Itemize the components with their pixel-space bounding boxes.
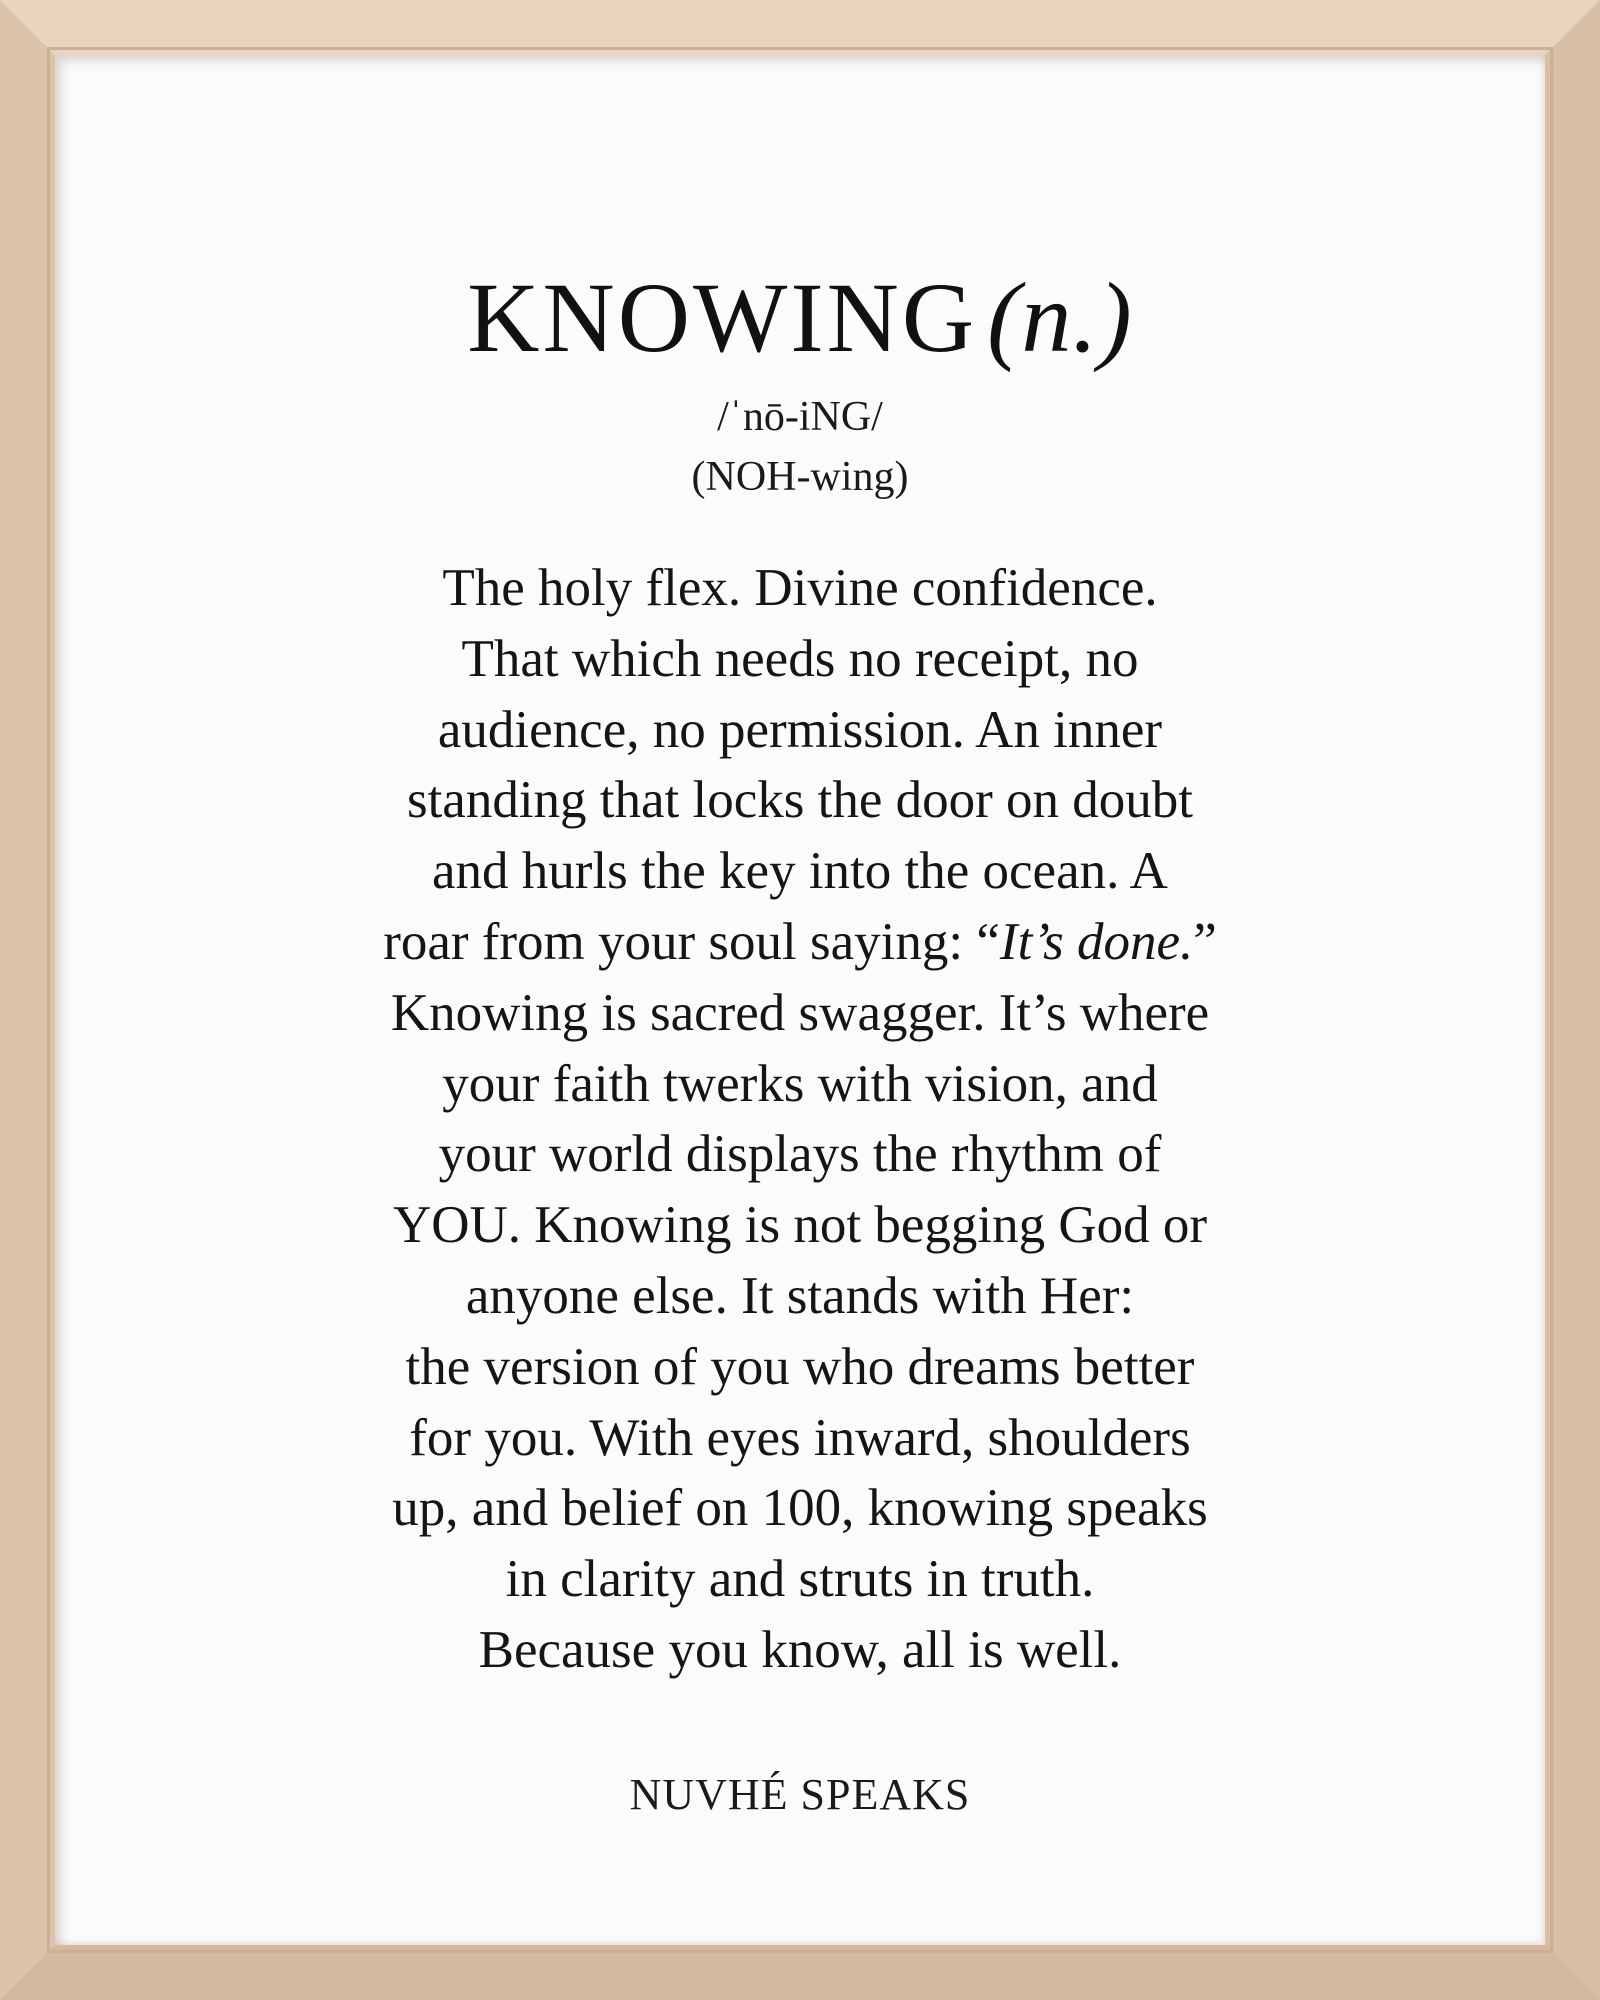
definition-line: the version of you who dreams better <box>405 1337 1195 1396</box>
quote-lead-in: roar from your soul saying: “ <box>383 912 1000 971</box>
definition-line: your world displays the rhythm of <box>438 1125 1162 1184</box>
definition-line: for you. With eyes inward, shoulders <box>409 1408 1191 1467</box>
definition-line: and hurls the key into the ocean. A <box>432 842 1168 901</box>
pronunciation-phonetic: (NOH-wing) <box>691 454 909 500</box>
definition-line: YOU. Knowing is not begging God or <box>392 1196 1208 1255</box>
definition-line: That which needs no receipt, no <box>461 629 1139 688</box>
definition-line: standing that locks the door on doubt <box>406 771 1194 830</box>
quote-italic: It’s done. <box>999 912 1194 971</box>
definition-line: up, and belief on 100, knowing speaks <box>392 1479 1208 1538</box>
definition-line: Because you know, all is well. <box>478 1620 1122 1679</box>
title-word: KNOWING <box>467 262 978 373</box>
author-credit: NUVHÉ SPEAKS <box>629 1770 971 1819</box>
definition-body <box>0 553 1600 1686</box>
definition-line: The holy flex. Divine confidence. <box>442 559 1158 617</box>
quote-close: ” <box>1193 912 1217 971</box>
definition-title <box>0 258 1600 378</box>
definition-line: audience, no permission. An inner <box>437 700 1163 759</box>
definition-line <box>0 907 1600 978</box>
definition-line: Knowing is sacred swagger. It’s where <box>390 983 1210 1042</box>
definition-line: your faith twerks with vision, and <box>442 1054 1158 1113</box>
definition-line: in clarity and struts in truth. <box>505 1550 1095 1609</box>
pronunciation-ipa: /ˈnō-iNG/ <box>717 394 883 440</box>
part-of-speech: (n.) <box>987 262 1133 373</box>
definition-line: anyone else. It stands with Her: <box>465 1266 1135 1325</box>
